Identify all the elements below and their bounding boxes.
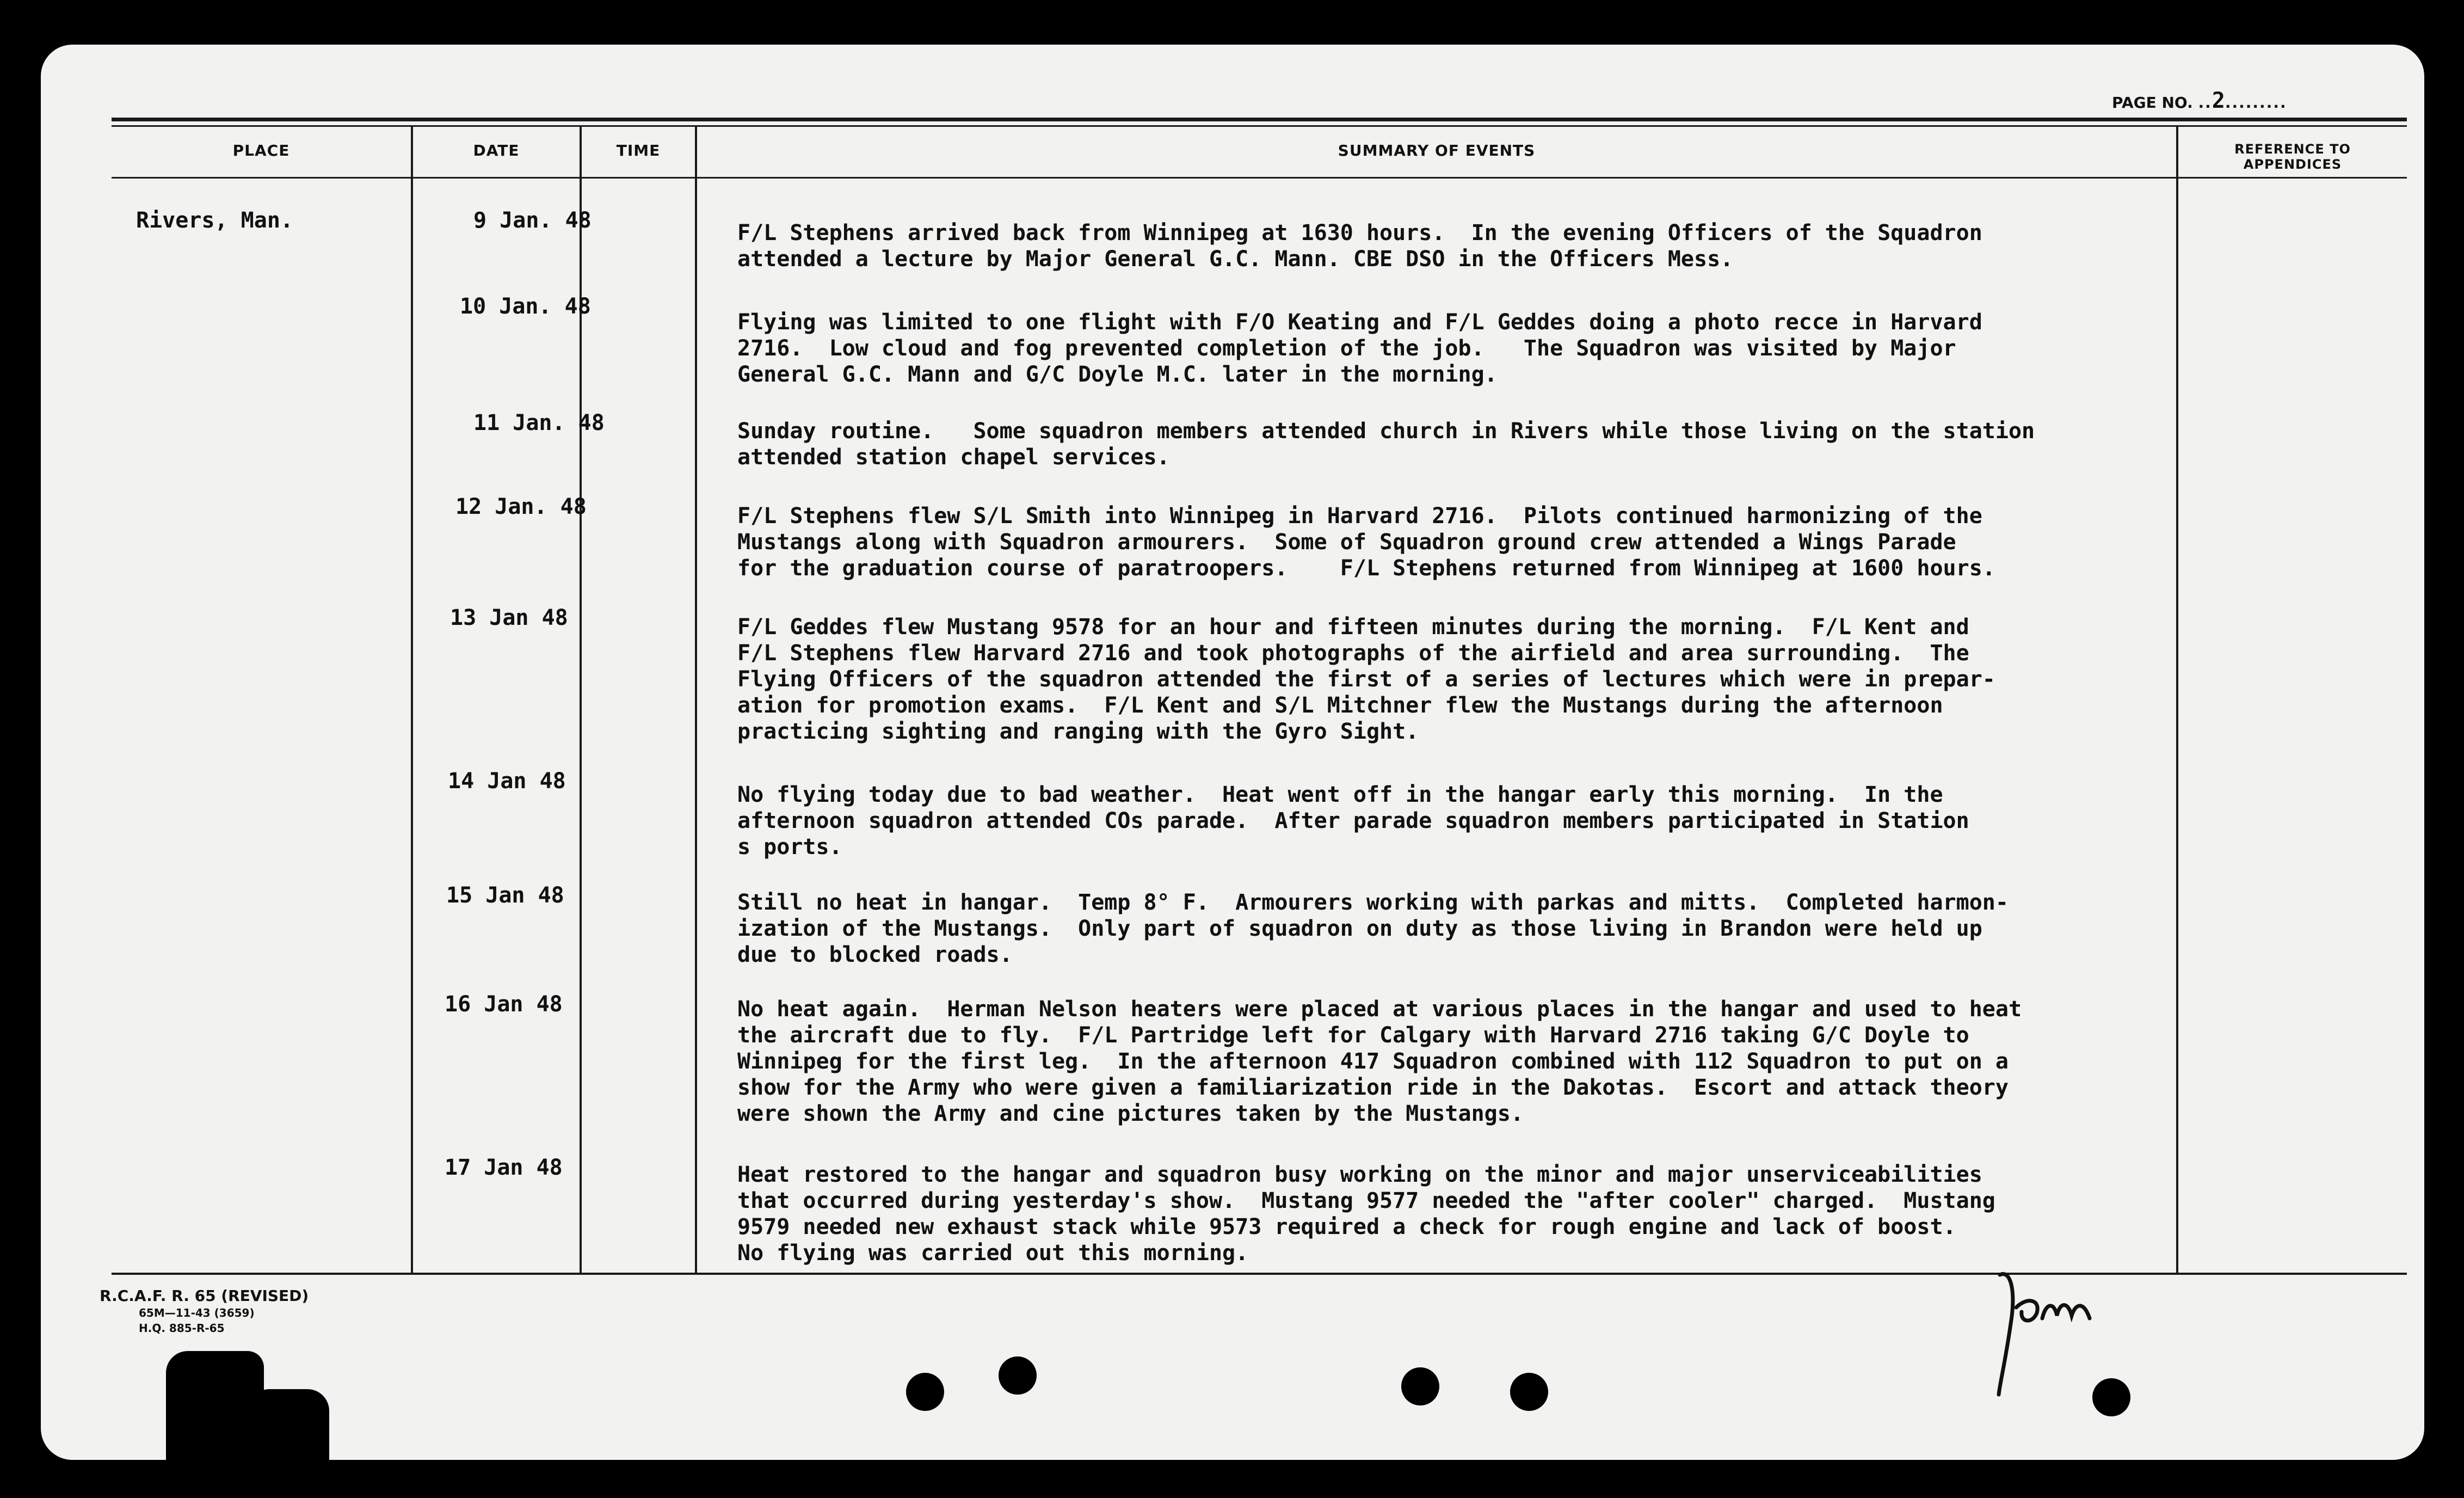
punch-hole [2092,1378,2130,1416]
form-number: R.C.A.F. R. 65 (REVISED) [100,1287,309,1305]
entry-summary: F/L Stephens arrived back from Winnipeg at 1630 hours. In the evening Officers of the Squadron attended a lecture by Major General G.C. Mann. CBE DSO in the Officers Mess. [737,220,1982,272]
form-print-code: 65M—11-43 (3659) [139,1306,255,1319]
header-reference [2178,142,2407,172]
entry-summary: F/L Stephens flew S/L Smith into Winnipeg in Harvard 2716. Pilots continued harmonizing of the Mustangs along with Squadron armourers. Some of Squadron ground crew attended a Wings Parade for the graduation course of paratroopers. F/L Stephens returned from Winnipeg at 1600 hours. [737,504,1995,581]
header-date: DATE [473,142,520,159]
header-reference-line1: REFERENCE TO [2234,142,2351,157]
punch-hole [906,1373,944,1411]
handwritten-initials [1978,1258,2120,1400]
page-number-value: 2 [2212,88,2225,113]
page-number: PAGE NO. ..2......... [2112,88,2287,113]
record-sheet [41,45,2424,1460]
entry-summary: F/L Geddes flew Mustang 9578 for an hour and fifteen minutes during the morning. F/L Kent and F/L Stephens flew Harvard 2716 and took photographs of the airfield and area surrounding. The Flying Officers of the squadron attended the first of a series of lectures which were in prepar- ation for promotion exams. F/L Kent and S/L Mitchner flew the Mustangs during the afternoon practicing sighting and ranging with the Gyro Sight. [737,615,1995,744]
header-bottom-rule [112,177,2407,179]
form-hq-code: H.Q. 885-R-65 [139,1322,225,1335]
entry-date: 14 Jan 48 [448,769,566,794]
page-number-label: PAGE NO. [2112,94,2193,112]
entry-summary: Heat restored to the hangar and squadron busy working on the minor and major unserviceabilities that occurred during yesterday's show. Mustang 9577 needed the "after cooler" charged. Mustang 9579 needed new exhaust stack while 9573 required a check for rough engine and lack of boost. No flying was carried out this morning. [737,1162,1995,1266]
entry-summary: Flying was limited to one flight with F/O Keating and F/L Geddes doing a photo recce in Harvard 2716. Low cloud and fog prevented completion of the job. The Squadron was visited by Major General G.C. Mann and G/C Doyle M.C. later in the morning. [737,310,1982,387]
header-place: PLACE [232,142,290,159]
film-blot [248,1389,329,1460]
entry-date: 16 Jan 48 [445,992,563,1017]
entry-summary: No heat again. Herman Nelson heaters were placed at various places in the hangar and used to heat the aircraft due to fly. F/L Partridge left for Calgary with Harvard 2716 taking G/C Doyle to Winnipeg for the first leg. In the afternoon 417 Squadron combined with 112 Squadron to put on a show for the Army who were given a familiarization ride in the Dakotas. Escort and attack theory were shown the Army and cine pictures taken by the Mustangs. [737,997,2022,1126]
punch-hole [1510,1373,1548,1411]
punch-hole [999,1356,1037,1395]
entry-date: 9 Jan. 48 [473,208,592,233]
entry-summary: Sunday routine. Some squadron members attended church in Rivers while those living on the station attended station chapel services. [737,419,2035,470]
entry-date: 11 Jan. 48 [473,410,605,435]
punch-hole [1401,1367,1439,1405]
entry-date: 10 Jan. 48 [460,294,591,319]
header-summary: SUMMARY OF EVENTS [1338,142,1536,159]
entry-date: 15 Jan 48 [446,883,564,908]
header-reference-line2: APPENDICES [2243,157,2342,172]
entry-summary: No flying today due to bad weather. Heat went off in the hangar early this morning. In the afternoon squadron attended COs parade. After parade squadron members participated in Station s ports. [737,782,1969,859]
entry-date: 13 Jan 48 [450,605,568,630]
column-divider-date [411,125,413,1274]
entry-summary: Still no heat in hangar. Temp 8° F. Armourers working with parkas and mitts. Completed harmon- ization of the Mustangs. Only part of squadron on duty as those living in Brandon were held up due to blocked roads. [737,890,2009,967]
place-cell: Rivers, Man. [136,208,293,233]
header-time: TIME [616,142,661,159]
top-rule-thin [112,125,2407,127]
entry-date: 17 Jan 48 [445,1155,563,1180]
entry-date: 12 Jan. 48 [455,494,587,519]
top-rule-thick [112,118,2407,121]
column-divider-summary [695,125,697,1274]
